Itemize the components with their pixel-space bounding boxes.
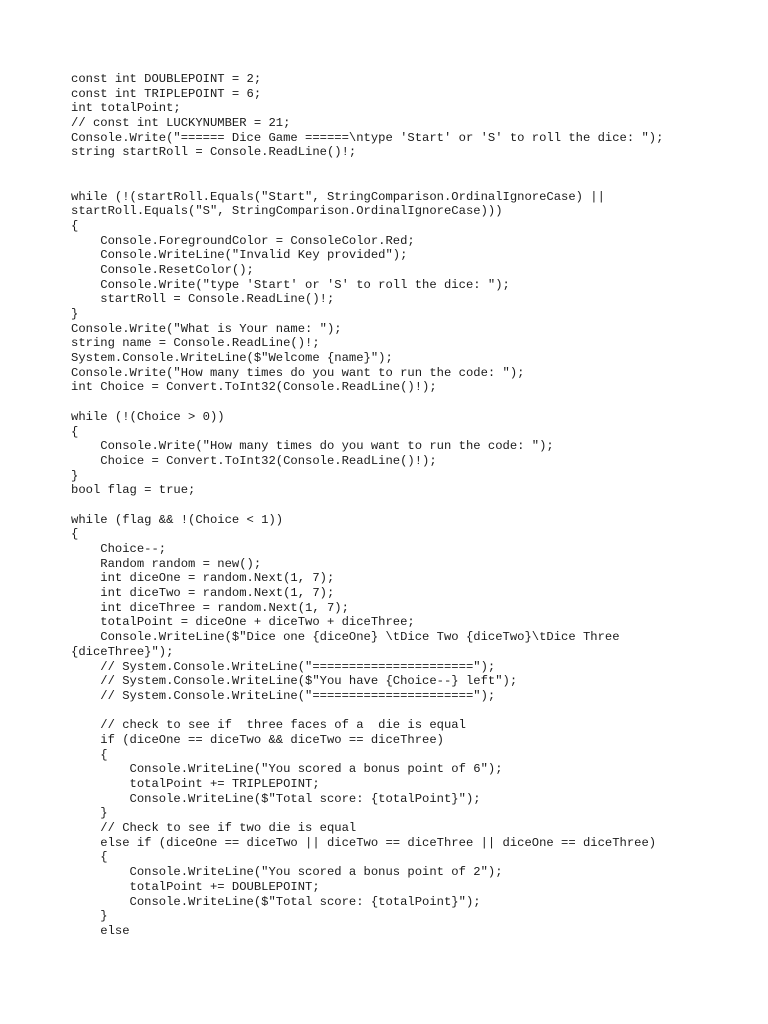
code-line: Console.WriteLine($"Total score: {totalPoint}");	[71, 791, 481, 806]
code-line: int Choice = Convert.ToInt32(Console.ReadLine()!);	[71, 380, 437, 395]
code-line: bool flag = true;	[71, 483, 196, 498]
code-line: // System.Console.WriteLine($"You have {Choice--} left");	[71, 674, 518, 689]
code-line: if (diceOne == diceTwo && diceTwo == diceThree)	[71, 732, 444, 747]
code-line: // check to see if three faces of a die is equal	[71, 718, 466, 733]
code-line: startRoll.Equals("S", StringComparison.OrdinalIgnoreCase)))	[71, 204, 503, 219]
code-line: int totalPoint;	[71, 101, 181, 116]
code-line: Console.WriteLine("Invalid Key provided");	[71, 248, 408, 263]
code-line: {	[71, 850, 108, 865]
code-line: Choice = Convert.ToInt32(Console.ReadLine()!);	[71, 453, 437, 468]
code-line: int diceThree = random.Next(1, 7);	[71, 600, 349, 615]
code-line: string name = Console.ReadLine()!;	[71, 336, 320, 351]
code-listing	[71, 72, 761, 939]
code-line: // Check to see if two die is equal	[71, 821, 357, 836]
code-line: }	[71, 806, 108, 821]
code-line: System.Console.WriteLine($"Welcome {name}");	[71, 351, 393, 366]
code-line: }	[71, 909, 108, 924]
code-line: Choice--;	[71, 542, 167, 556]
code-line: int diceOne = random.Next(1, 7);	[71, 571, 335, 586]
code-line: totalPoint = diceOne + diceTwo + diceThree;	[71, 615, 415, 630]
code-line: {	[71, 747, 108, 762]
code-line: {	[71, 218, 79, 233]
code-line: Console.Write("====== Dice Game ======\ntype 'Start' or 'S' to roll the dice: ");	[71, 130, 664, 145]
code-line: {diceThree}");	[71, 644, 174, 659]
code-line: string startRoll = Console.ReadLine()!;	[71, 145, 357, 160]
code-line	[71, 395, 761, 410]
code-line: // System.Console.WriteLine("======================");	[71, 659, 496, 674]
code-line: }	[71, 307, 79, 321]
code-line: // System.Console.WriteLine("======================");	[71, 688, 496, 703]
code-line: // const int LUCKYNUMBER = 21;	[71, 116, 291, 131]
code-line: Console.Write("How many times do you want to run the code: ");	[71, 365, 525, 380]
code-line: Console.ResetColor();	[71, 262, 254, 277]
code-line	[71, 160, 761, 175]
code-line: Console.Write("How many times do you want to run the code: ");	[71, 439, 554, 454]
code-line: while (!(startRoll.Equals("Start", StringComparison.OrdinalIgnoreCase) ||	[71, 189, 605, 204]
code-line: Console.ForegroundColor = ConsoleColor.Red;	[71, 233, 415, 248]
code-line: startRoll = Console.ReadLine()!;	[71, 292, 335, 307]
code-line: {	[71, 527, 79, 542]
code-line: const int DOUBLEPOINT = 2;	[71, 72, 262, 86]
code-line: Console.WriteLine($"Total score: {totalPoint}");	[71, 894, 481, 909]
code-line: Console.Write("What is Your name: ");	[71, 321, 342, 336]
code-line: }	[71, 468, 79, 483]
code-line	[71, 498, 761, 513]
code-line	[71, 704, 761, 719]
code-line: Console.WriteLine("You scored a bonus point of 2");	[71, 865, 503, 880]
code-line: {	[71, 424, 79, 439]
code-line: Console.Write("type 'Start' or 'S' to roll the dice: ");	[71, 277, 510, 292]
code-line: Random random = new();	[71, 556, 262, 571]
code-line: totalPoint += DOUBLEPOINT;	[71, 879, 320, 894]
code-line: while (flag && !(Choice < 1))	[71, 512, 284, 527]
code-line: Console.WriteLine("You scored a bonus point of 6");	[71, 762, 503, 777]
code-line: const int TRIPLEPOINT = 6;	[71, 86, 262, 101]
code-line: else	[71, 923, 130, 938]
code-line: int diceTwo = random.Next(1, 7);	[71, 586, 335, 601]
code-line: else if (diceOne == diceTwo || diceTwo == diceThree || diceOne == diceThree)	[71, 835, 657, 850]
code-line: Console.WriteLine($"Dice one {diceOne} \tDice Two {diceTwo}\tDice Three	[71, 630, 620, 645]
code-line: while (!(Choice > 0))	[71, 409, 225, 424]
code-line	[71, 175, 761, 190]
code-line: totalPoint += TRIPLEPOINT;	[71, 777, 320, 791]
